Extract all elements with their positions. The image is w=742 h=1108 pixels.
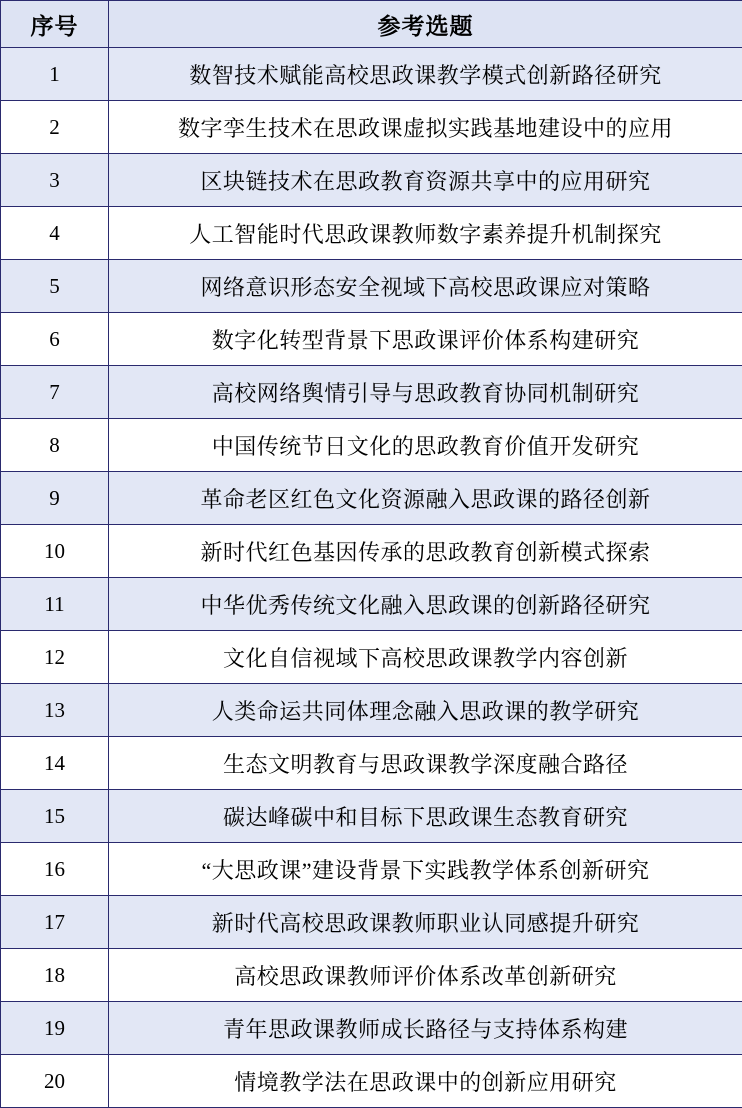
table-row — [1, 472, 742, 525]
row-topic: 高校网络舆情引导与思政教育协同机制研究 — [109, 366, 742, 419]
row-index: 15 — [1, 790, 109, 843]
row-topic: 中华优秀传统文化融入思政课的创新路径研究 — [109, 578, 742, 631]
table-row — [1, 631, 742, 684]
table-row — [1, 737, 742, 790]
row-index: 11 — [1, 578, 109, 631]
table-row — [1, 525, 742, 578]
row-topic: “大思政课”建设背景下实践教学体系创新研究 — [109, 843, 742, 896]
row-topic: 新时代红色基因传承的思政教育创新模式探索 — [109, 525, 742, 578]
row-topic: 数字化转型背景下思政课评价体系构建研究 — [109, 313, 742, 366]
row-index: 5 — [1, 260, 109, 313]
row-index: 4 — [1, 207, 109, 260]
row-topic: 碳达峰碳中和目标下思政课生态教育研究 — [109, 790, 742, 843]
row-topic: 青年思政课教师成长路径与支持体系构建 — [109, 1002, 742, 1055]
table-row — [1, 684, 742, 737]
row-index: 12 — [1, 631, 109, 684]
table-header — [1, 1, 742, 48]
row-topic: 区块链技术在思政教育资源共享中的应用研究 — [109, 154, 742, 207]
row-topic: 网络意识形态安全视域下高校思政课应对策略 — [109, 260, 742, 313]
row-index: 16 — [1, 843, 109, 896]
table-row — [1, 843, 742, 896]
row-topic: 人工智能时代思政课教师数字素养提升机制探究 — [109, 207, 742, 260]
row-topic: 人类命运共同体理念融入思政课的教学研究 — [109, 684, 742, 737]
row-index: 14 — [1, 737, 109, 790]
table-row — [1, 48, 742, 101]
row-topic: 新时代高校思政课教师职业认同感提升研究 — [109, 896, 742, 949]
row-index: 6 — [1, 313, 109, 366]
row-index: 10 — [1, 525, 109, 578]
table-row — [1, 1055, 742, 1108]
row-topic: 数字孪生技术在思政课虚拟实践基地建设中的应用 — [109, 101, 742, 154]
table-row — [1, 1002, 742, 1055]
table-header-row — [1, 1, 742, 48]
row-topic: 文化自信视域下高校思政课教学内容创新 — [109, 631, 742, 684]
table-row — [1, 949, 742, 1002]
row-index: 20 — [1, 1055, 109, 1108]
table-row — [1, 154, 742, 207]
row-index: 7 — [1, 366, 109, 419]
row-index: 2 — [1, 101, 109, 154]
table-row — [1, 366, 742, 419]
row-topic: 中国传统节日文化的思政教育价值开发研究 — [109, 419, 742, 472]
table-row — [1, 790, 742, 843]
row-index: 13 — [1, 684, 109, 737]
table-body — [1, 48, 742, 1108]
table-row — [1, 207, 742, 260]
table-row — [1, 313, 742, 366]
row-topic: 生态文明教育与思政课教学深度融合路径 — [109, 737, 742, 790]
row-topic: 革命老区红色文化资源融入思政课的路径创新 — [109, 472, 742, 525]
row-index: 9 — [1, 472, 109, 525]
row-index: 18 — [1, 949, 109, 1002]
table-row — [1, 896, 742, 949]
row-topic: 情境教学法在思政课中的创新应用研究 — [109, 1055, 742, 1108]
row-index: 19 — [1, 1002, 109, 1055]
row-topic: 高校思政课教师评价体系改革创新研究 — [109, 949, 742, 1002]
column-header-topic: 参考选题 — [109, 1, 742, 48]
table-row — [1, 260, 742, 313]
row-topic: 数智技术赋能高校思政课教学模式创新路径研究 — [109, 48, 742, 101]
row-index: 8 — [1, 419, 109, 472]
column-header-index: 序号 — [1, 1, 109, 48]
table-row — [1, 419, 742, 472]
row-index: 17 — [1, 896, 109, 949]
table-row — [1, 101, 742, 154]
row-index: 3 — [1, 154, 109, 207]
table-row — [1, 578, 742, 631]
row-index: 1 — [1, 48, 109, 101]
